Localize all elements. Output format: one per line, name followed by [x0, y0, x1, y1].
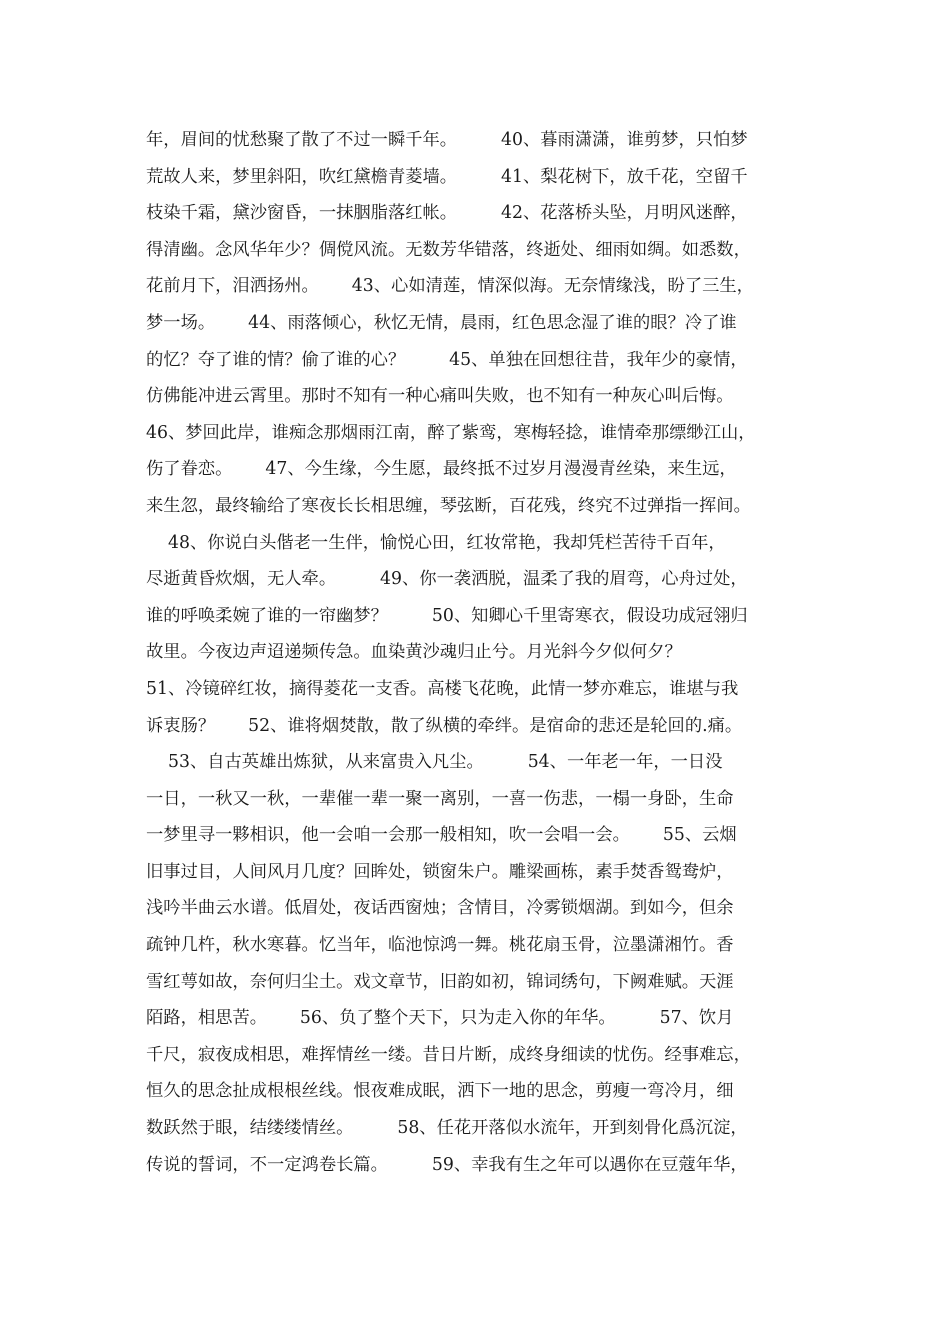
- text-line: 51、冷镜碎红妆，摘得菱花一支香。高楼飞花晚，此情一梦亦难忘，谁堪与我: [146, 678, 739, 699]
- text-line: 故里。今夜边声迢递频传急。血染黄沙魂归止兮。月光斜今夕似何夕？: [146, 642, 682, 663]
- text-line: 一梦里寻一夥相识，他一会咱一会那一般相知，吹一会唱一会。 55、云烟: [146, 825, 737, 846]
- text-line: 谁的呼唤柔婉了谁的一帘幽梦？ 50、知卿心千里寄寒衣，假设功成冠翎归: [146, 605, 748, 626]
- text-line: 一日，一秋又一秋，一辈催一辈一聚一离别，一喜一伤悲，一榻一身卧，生命: [146, 788, 734, 809]
- text-line: 恒久的思念扯成根根丝线。恨夜难成眠，洒下一地的思念，剪瘦一弯冷月，细: [146, 1081, 734, 1102]
- text-line: 疏钟几杵，秋水寒暮。忆当年，临池惊鸿一舞。桃花扇玉骨，泣墨潇湘竹。香: [146, 935, 734, 956]
- body-text: [146, 122, 826, 1183]
- text-line: 伤了眷恋。 47、今生缘，今生愿，最终抵不过岁月漫漫青丝染，来生远，: [146, 459, 737, 480]
- text-line: 年，眉间的忧愁聚了散了不过一瞬千年。 40、暮雨潇潇，谁剪梦，只怕梦: [146, 130, 748, 150]
- text-line: 来生忽，最终输给了寒夜长长相思缠，琴弦断，百花残，终究不过弹指一挥间。: [146, 495, 751, 516]
- text-line: 诉衷肠？ 52、谁将烟焚散，散了纵横的牵绊。是宿命的悲还是轮回的.痛。: [146, 715, 743, 736]
- text-line: 传说的誓词，不一定鸿卷长篇。 59、幸我有生之年可以遇你在豆蔻年华，: [146, 1154, 748, 1175]
- text-line: 数跃然于眼，结缕缕情丝。 58、任花开落似水流年，开到刻骨化爲沉淀，: [146, 1118, 748, 1139]
- text-line: 得清幽。念风华年少？倜傥风流。无数芳华错落，终逝处、细雨如绸。如悉数，: [146, 239, 751, 260]
- text-line: 陌路，相思苦。 56、负了整个天下，只为走入你的年华。 57、饮月: [146, 1008, 734, 1029]
- text-line: 雪红萼如故，奈何归尘土。戏文章节，旧韵如初，锦词绣句，下阙难赋。天涯: [146, 971, 734, 992]
- text-line: 枝染千霜，黛沙窗昏，一抹胭脂落红帐。 42、花落桥头坠，月明风迷醉，: [146, 203, 748, 224]
- text-line: 梦一场。 44、雨落倾心，秋忆无情，晨雨，红色思念湿了谁的眼？冷了谁: [146, 312, 737, 333]
- text-line: 的忆？夺了谁的情？偷了谁的心？ 45、单独在回想往昔，我年少的豪情，: [146, 349, 748, 370]
- text-line: 53、自古英雄出炼狱，从来富贵入凡尘。 54、一年老一年，一日没: [146, 752, 723, 773]
- text-line: 46、梦回此岸，谁痴念那烟雨江南，醉了紫鸾，寒梅轻捻，谁情牵那缥缈江山，: [146, 422, 756, 443]
- text-line: 浅吟半曲云水谱。低眉处，夜话西窗烛；含情目，冷雾锁烟湖。到如今，但余: [146, 898, 734, 919]
- text-line: 仿佛能冲进云霄里。那时不知有一种心痛叫失败，也不知有一种灰心叫后悔。: [146, 386, 734, 407]
- text-line: 尽逝黄昏炊烟，无人牵。 49、你一袭洒脱，温柔了我的眉弯，心舟过处，: [146, 569, 748, 590]
- text-line: 48、你说白头偕老一生伴，愉悦心田，红妆常艳，我却凭栏苦待千百年，: [146, 532, 726, 553]
- text-line: 花前月下，泪洒扬州。 43、心如清莲，情深似海。无奈情缘浅，盼了三生，: [146, 276, 754, 297]
- text-line: 荒故人来，梦里斜阳，吹红黛檐青菱墙。 41、梨花树下，放千花，空留千: [146, 166, 748, 187]
- text-line: 旧事过目，人间风月几度？回眸处，锁窗朱户。雕梁画栋，素手焚香鸳鸯炉，: [146, 861, 734, 882]
- text-line: 千尺，寂夜成相思，难挥情丝一缕。昔日片断，成终身细读的忧伤。经事难忘，: [146, 1044, 751, 1065]
